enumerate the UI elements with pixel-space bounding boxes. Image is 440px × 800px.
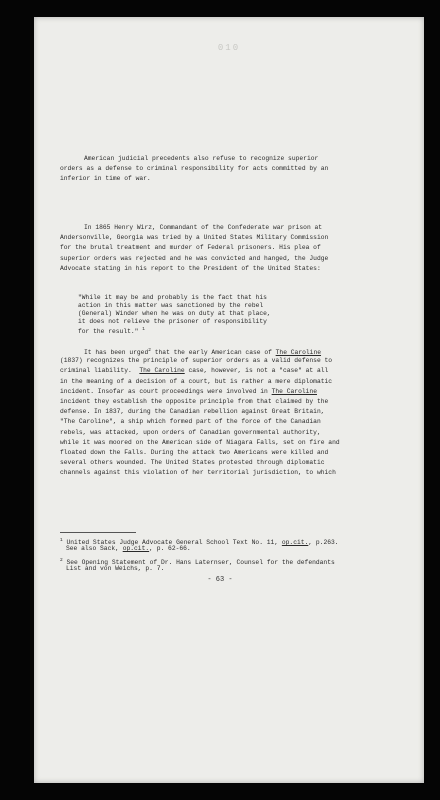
block-quote — [60, 294, 390, 334]
text-span: incident. Insofar as court proceedings were involved in — [60, 387, 272, 395]
citation-ref: op.cit. — [281, 539, 309, 547]
footnotes — [60, 537, 390, 573]
paragraph-2 — [60, 223, 390, 274]
footnote-divider — [60, 532, 136, 533]
text-span: See Opening Statement of Dr. Hans Laternser, Counsel for the defendants — [62, 559, 335, 567]
text-span: See also Sack, — [66, 545, 123, 552]
text-line: Advocate stating in his report to the President of the United States: — [60, 264, 321, 272]
text-span: case, however, is not a "case" at all — [184, 367, 329, 375]
quote-line: it does not relieve the prisoner of responsibility — [78, 318, 267, 325]
text-line: orders as a defense to criminal responsibility for acts committed by an — [60, 165, 329, 173]
frame-number: 010 — [217, 43, 241, 53]
quote-line: (General) Winder when he was on duty at that place, — [78, 310, 271, 317]
text-span: that the early American case of — [150, 349, 276, 357]
text-line — [60, 366, 390, 376]
text-line: several others wounded. The United States protested through diplomatic — [60, 459, 325, 467]
text-line: (1837) recognizes the principle of superior orders as a valid defense to — [60, 357, 333, 365]
footnote-2-line-2: List and von Weichs, p. 7. — [66, 565, 165, 572]
page-number: - 63 - — [207, 576, 233, 584]
text-line: for the brutal treatment and murder of Federal prisoners. His plea of — [60, 244, 321, 252]
footnote-1-line-1 — [60, 537, 390, 545]
text-line — [60, 387, 390, 397]
case-name: The Caroline — [275, 349, 322, 357]
footnote-marker: 2 — [60, 558, 63, 563]
quote-line: "While it may be and probably is the fact that his — [78, 294, 267, 301]
text-line: floated down the Falls. During the attack two Americans were killed and — [60, 448, 329, 456]
citation-ref: op.cit. — [122, 545, 150, 552]
text-line: "The Caroline", a ship which formed part of the force of the Canadian — [60, 418, 321, 426]
text-span: United States Judge Advocate General School Text No. 11, — [62, 539, 282, 547]
text-line: rebels, was attacked, upon orders of Canadian governmental authority, — [60, 428, 321, 436]
quote-line — [60, 326, 390, 334]
text-span: criminal liability. — [60, 367, 132, 375]
text-span: , p. 62-66. — [149, 545, 191, 552]
text-line — [60, 346, 390, 356]
case-name: The Caroline — [139, 367, 185, 375]
text-line: Andersonville, Georgia was tried by a United States Military Commission — [60, 234, 329, 242]
footnote-marker: 1 — [60, 538, 63, 543]
text-line: while it was moored on the American side of Niagara Falls, set on fire and — [60, 438, 340, 446]
paragraph-1 — [60, 154, 390, 185]
text-line: American judicial precedents also refuse to recognize superior — [84, 155, 319, 162]
case-name: The Caroline — [271, 387, 317, 395]
footnote-marker: 2 — [148, 348, 151, 353]
text-line: defense. In 1837, during the Canadian rebellion against Great Britain, — [60, 408, 325, 416]
footnote-2-line-1 — [60, 557, 390, 565]
text-line: incident they establish the opposite principle from that claimed by the — [60, 397, 329, 405]
quote-text: for the result." — [78, 328, 139, 336]
text-line: channels against this violation of her territorial jurisdiction, to which — [60, 469, 336, 477]
footnote-marker: 1 — [142, 327, 145, 332]
paragraph-3 — [60, 346, 390, 478]
text-span: It has been urged — [84, 349, 149, 357]
text-span: , p.263. — [308, 539, 339, 547]
footnote-1-line-2 — [60, 545, 390, 557]
text-line: In 1865 Henry Wirz, Commandant of the Confederate war prison at — [84, 224, 323, 231]
text-line: superior orders was rejected and he was convicted and hanged, the Judge — [60, 254, 329, 262]
quote-line: action in this matter was sanctioned by the rebel — [78, 302, 264, 309]
text-line: in the meaning of a decision of a court, but is rather a mere diplomatic — [60, 377, 333, 385]
text-line: inferior in time of war. — [60, 175, 151, 183]
